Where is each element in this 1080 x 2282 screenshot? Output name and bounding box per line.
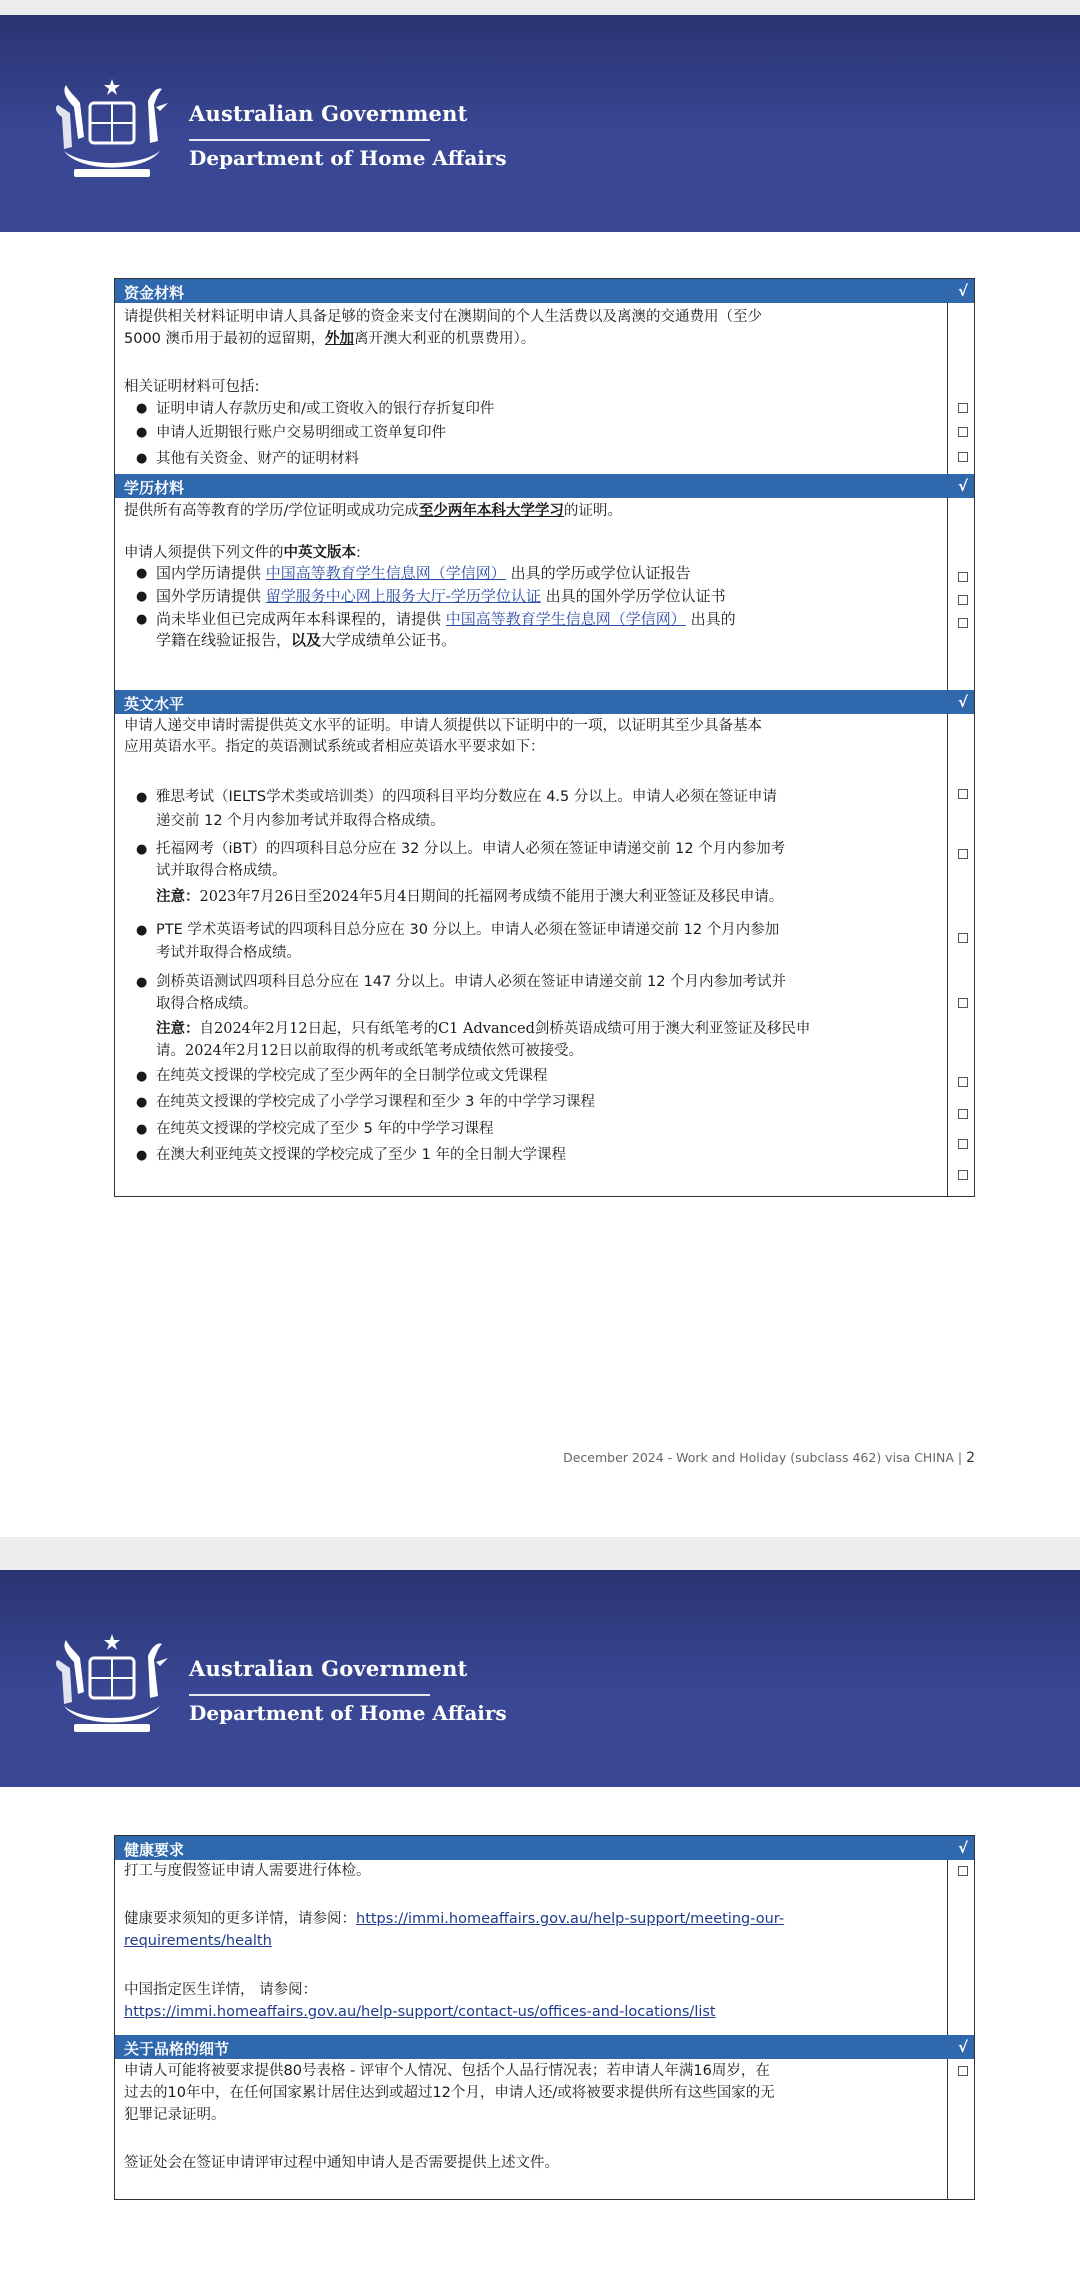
bullet-icon: ●	[136, 790, 148, 805]
section-header-education	[115, 474, 974, 498]
list-item: 在澳大利亚纯英文授课的学校完成了至少 1 年的全日制大学课程	[156, 1147, 566, 1163]
bullet-icon: ●	[136, 1148, 148, 1163]
english-paragraph-line: 申请人递交申请时需提供英文水平的证明。申请人须提供以下证明中的一项，以证明其至少具备基本	[124, 718, 762, 734]
list-item: 证明申请人存款历史和/或工资收入的银行存折复印件	[156, 401, 495, 417]
cambridge-note-continuation: 请。2024年2月12日以前取得的机考或纸笔考成绩依然可被接受。	[156, 1043, 584, 1059]
chsi-link[interactable]: 中国高等教育学生信息网（学信网）	[265, 564, 506, 582]
list-item-continuation: 考试并取得合格成绩。	[156, 945, 301, 961]
section-header-character	[115, 2035, 974, 2059]
list-item: 托福网考（iBT）的四项科目总分应在 32 分以上。申请人必须在签证申请递交前 12 个月内参加考	[156, 841, 786, 857]
funds-paragraph-line: 请提供相关材料证明申请人具备足够的资金来支付在澳期间的个人生活费以及离澳的交通费用（至少	[124, 309, 762, 325]
bullet-icon: ●	[136, 1095, 148, 1110]
section-title: 英文水平	[124, 695, 185, 713]
section-title: 健康要求	[124, 1841, 185, 1859]
bullet-icon: ●	[136, 842, 148, 857]
department-title: Department of Home Affairs	[189, 146, 507, 170]
panel-physicians-link[interactable]: https://immi.homeaffairs.gov.au/help-support/contact-us/offices-and-locations/list	[124, 2004, 716, 2020]
section-title: 关于品格的细节	[124, 2040, 230, 2058]
bullet-icon: ●	[136, 425, 148, 440]
health-paragraph: 中国指定医生详情， 请参阅：	[124, 1982, 318, 1998]
checkbox[interactable]	[958, 998, 968, 1008]
cscse-link[interactable]: 留学服务中心网上服务大厅-学历学位认证	[265, 587, 541, 605]
bullet-icon: ●	[136, 451, 148, 466]
section-header-health	[115, 1836, 974, 1860]
checkbox[interactable]	[958, 1077, 968, 1087]
check-mark-icon: √	[957, 2038, 968, 2056]
bullet-icon: ●	[136, 1069, 148, 1084]
checkbox[interactable]	[958, 1866, 968, 1876]
page-footer: December 2024 - Work and Holiday (subclass 462) visa CHINA | 2	[563, 1450, 975, 1466]
funds-paragraph-line: 5000 澳币用于最初的逗留期，外加离开澳大利亚的机票费用）。	[124, 331, 536, 347]
checkbox[interactable]	[958, 1109, 968, 1119]
checkbox[interactable]	[958, 849, 968, 859]
header-divider	[189, 1694, 430, 1696]
bullet-icon: ●	[136, 1122, 148, 1137]
list-item: 在纯英文授课的学校完成了至少两年的全日制学位或文凭课程	[156, 1068, 548, 1084]
checkbox[interactable]	[958, 1139, 968, 1149]
checkbox[interactable]	[958, 618, 968, 628]
english-paragraph-line: 应用英语水平。指定的英语测试系统或者相应英语水平要求如下：	[124, 739, 545, 755]
list-item: 剑桥英语测试四项科目总分应在 147 分以上。申请人必须在签证申请递交前 12 个月内参加考试并	[156, 974, 787, 990]
check-mark-icon: √	[957, 477, 968, 495]
cambridge-note: 注意：自2024年2月12日起，只有纸笔考的C1 Advanced剑桥英语成绩可用于澳大利亚签证及移民申	[156, 1020, 811, 1037]
health-paragraph: 打工与度假签证申请人需要进行体检。	[124, 1863, 371, 1879]
section-title: 学历材料	[124, 479, 185, 497]
list-item: 其他有关资金、财产的证明材料	[156, 451, 359, 467]
coat-of-arms-icon	[44, 1632, 180, 1736]
character-paragraph-line: 犯罪记录证明。	[124, 2107, 226, 2123]
funds-intro: 相关证明材料可包括:	[124, 379, 260, 395]
bullet-icon: ●	[136, 401, 148, 416]
section-header-english	[115, 690, 974, 714]
header-divider	[189, 139, 430, 141]
list-item: PTE 学术英语考试的四项科目总分应在 30 分以上。申请人必须在签证申请递交前 12 个月内参加	[156, 922, 780, 938]
bullet-icon: ●	[136, 589, 148, 604]
checkbox[interactable]	[958, 933, 968, 943]
list-item-continuation: 递交前 12 个月内参加考试并取得合格成绩。	[156, 813, 445, 829]
government-title: Australian Government	[189, 1656, 468, 1681]
checkbox[interactable]	[958, 427, 968, 437]
check-mark-icon: √	[957, 1839, 968, 1857]
checkbox[interactable]	[958, 2066, 968, 2076]
header-banner	[0, 1570, 1080, 1787]
checkbox[interactable]	[958, 452, 968, 462]
section-title: 资金材料	[124, 284, 185, 302]
bullet-icon: ●	[136, 612, 148, 627]
checkbox[interactable]	[958, 595, 968, 605]
character-paragraph-line: 申请人可能将被要求提供80号表格 - 评审个人情况、包括个人品行情况表；若申请人年满16周岁，在	[124, 2063, 770, 2079]
character-paragraph: 签证处会在签证申请评审过程中通知申请人是否需要提供上述文件。	[124, 2155, 559, 2171]
checkbox[interactable]	[958, 789, 968, 799]
health-paragraph: 健康要求须知的更多详情，请参阅：https://immi.homeaffairs.gov.au/help-support/meeting-our-	[124, 1911, 785, 1927]
section-header-funds	[115, 279, 974, 303]
toefl-note: 注意：2023年7月26日至2024年5月4日期间的托福网考成绩不能用于澳大利亚签证及移民申请。	[156, 888, 784, 905]
header-banner	[0, 15, 1080, 232]
bullet-icon: ●	[136, 975, 148, 990]
education-intro: 申请人须提供下列文件的中英文版本:	[124, 545, 361, 561]
checkbox[interactable]	[958, 1170, 968, 1180]
page-number: 2	[966, 1450, 975, 1466]
government-title: Australian Government	[189, 101, 468, 126]
department-title: Department of Home Affairs	[189, 1701, 507, 1725]
document-page-2	[0, 1570, 1080, 2282]
health-requirements-link-continuation[interactable]: requirements/health	[124, 1933, 272, 1949]
bullet-icon: ●	[136, 923, 148, 938]
checkbox-column-divider	[947, 1836, 949, 2199]
coat-of-arms-icon	[44, 77, 180, 181]
chsi-link-2[interactable]: 中国高等教育学生信息网（学信网）	[445, 610, 686, 628]
check-mark-icon: √	[957, 282, 968, 300]
list-item: 雅思考试（IELTS学术类或培训类）的四项科目平均分数应在 4.5 分以上。申请人必须在签证申请	[156, 789, 777, 805]
list-item: 在纯英文授课的学校完成了至少 5 年的中学学习课程	[156, 1121, 494, 1137]
list-item: 在纯英文授课的学校完成了小学学习课程和至少 3 年的中学学习课程	[156, 1094, 595, 1110]
health-requirements-link[interactable]: https://immi.homeaffairs.gov.au/help-support/meeting-our-	[356, 1911, 785, 1927]
check-mark-icon: √	[957, 693, 968, 711]
checkbox[interactable]	[958, 572, 968, 582]
bullet-icon: ●	[136, 566, 148, 581]
list-item-continuation: 学籍在线验证报告，以及大学成绩单公证书。	[156, 631, 457, 649]
education-paragraph: 提供所有高等教育的学历/学位证明或成功完成至少两年本科大学学习的证明。	[124, 503, 622, 519]
list-item: 国外学历请提供 留学服务中心网上服务大厅-学历学位认证 出具的国外学历学位认证书	[156, 587, 726, 605]
list-item: 国内学历请提供 中国高等教育学生信息网（学信网） 出具的学历或学位认证报告	[156, 564, 691, 582]
requirements-table-2	[114, 1835, 975, 2200]
checkbox-column-divider	[947, 279, 949, 1196]
list-item: 申请人近期银行账户交易明细或工资单复印件	[156, 425, 446, 441]
checkbox[interactable]	[958, 403, 968, 413]
list-item-continuation: 试并取得合格成绩。	[156, 863, 287, 879]
requirements-table-1	[114, 278, 975, 1197]
list-item: 尚未毕业但已完成两年本科课程的，请提供 中国高等教育学生信息网（学信网） 出具的	[156, 610, 736, 628]
document-page-1	[0, 15, 1080, 1537]
list-item-continuation: 取得合格成绩。	[156, 996, 258, 1012]
character-paragraph-line: 过去的10年中，在任何国家累计居住达到或超过12个月，申请人还/或将被要求提供所有这些国家的无	[124, 2085, 775, 2101]
